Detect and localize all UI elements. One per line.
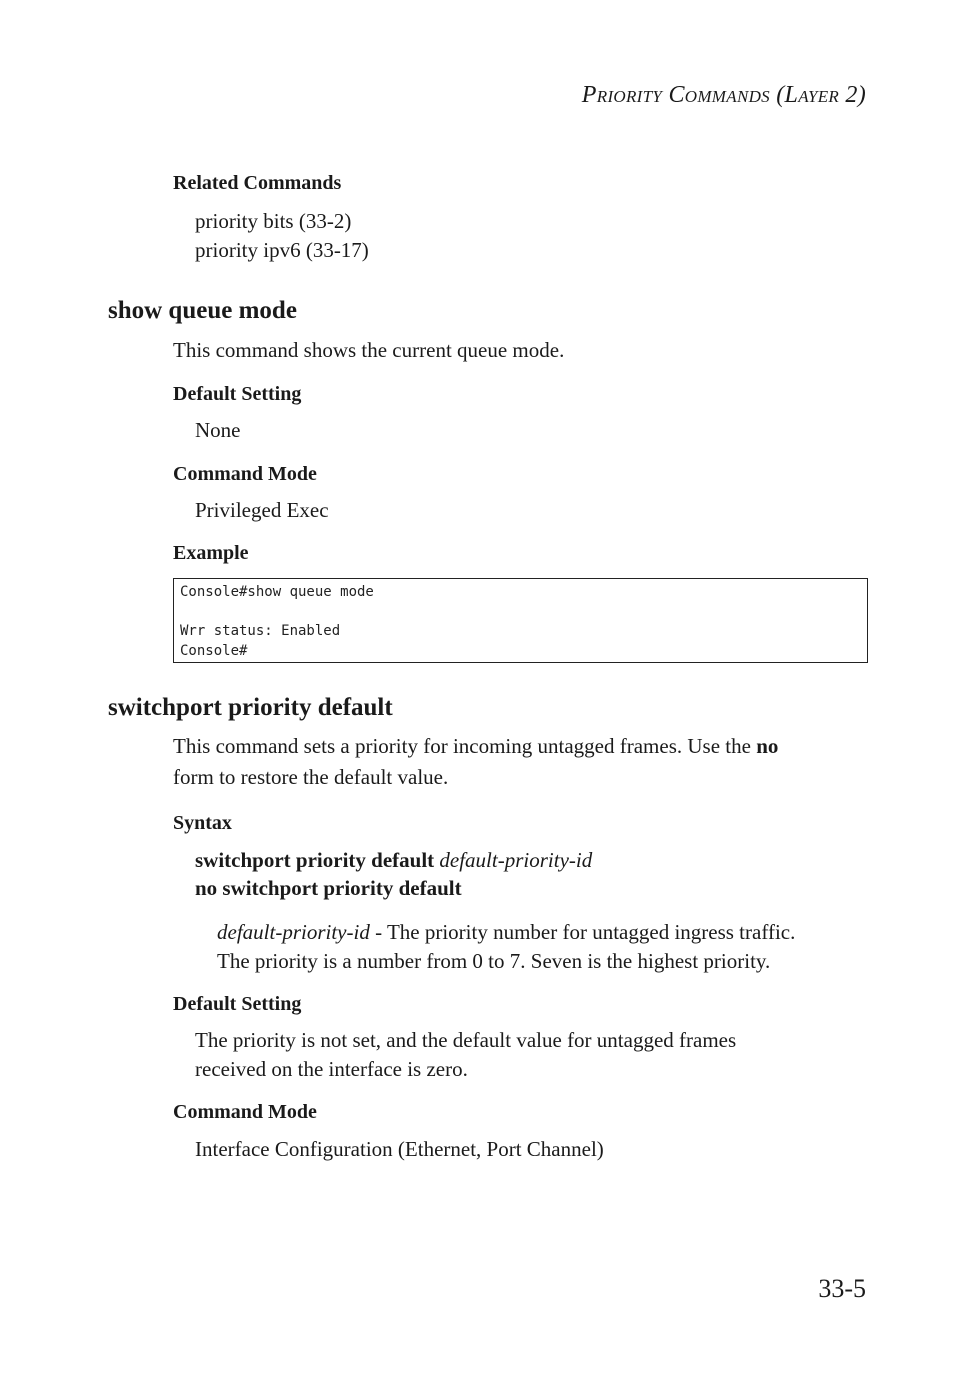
code-line [180,603,861,623]
command-mode-value: Privileged Exec [195,498,329,522]
syntax-line [195,848,592,873]
default-setting-line2: received on the interface is zero. [195,1057,468,1081]
example-heading: Example [173,542,249,564]
parameter-description-line2: The priority is a number from 0 to 7. Seven is the highest priority. [217,949,771,973]
related-commands-heading: Related Commands [173,172,342,194]
default-setting-heading: Default Setting [173,993,302,1015]
default-setting-heading: Default Setting [173,383,302,405]
page-number: 33-5 [818,1274,866,1303]
syntax-no-line: no switchport priority default [195,876,462,900]
code-line: Console# [180,642,248,659]
syntax-parameter: default-priority-id [439,848,593,872]
section-description-line2: form to restore the default value. [173,765,449,789]
command-mode-heading: Command Mode [173,1101,317,1123]
section-title-show-queue-mode: show queue mode [108,297,297,324]
default-setting-value: None [195,418,241,442]
running-header: PRIORITY COMMANDS (LAYER 2) [581,82,866,108]
code-line: Wrr status: Enabled [180,623,341,639]
related-command-item: priority ipv6 (33-17) [195,238,369,262]
keyword-no: no [756,734,779,758]
syntax-heading: Syntax [173,812,232,834]
example-code-box [173,578,868,663]
command-mode-heading: Command Mode [173,463,317,485]
section-description-line1: This command sets a priority for incoming untagged frames. Use the no [173,734,779,758]
command-mode-value: Interface Configuration (Ethernet, Port Channel) [195,1137,604,1161]
syntax-command: switchport priority default [195,848,435,872]
default-setting-line1: The priority is not set, and the default value for untagged frames [195,1028,737,1052]
section-title-switchport-priority-default: switchport priority default [108,694,393,721]
related-command-item: priority bits (33-2) [195,209,352,233]
parameter-description-line1: default-priority-id - The priority number for untagged ingress traffic. [217,920,796,944]
code-line: Console#show queue mode [180,584,374,600]
section-description: This command shows the current queue mode. [173,338,565,362]
parameter-name: default-priority-id [217,920,370,944]
